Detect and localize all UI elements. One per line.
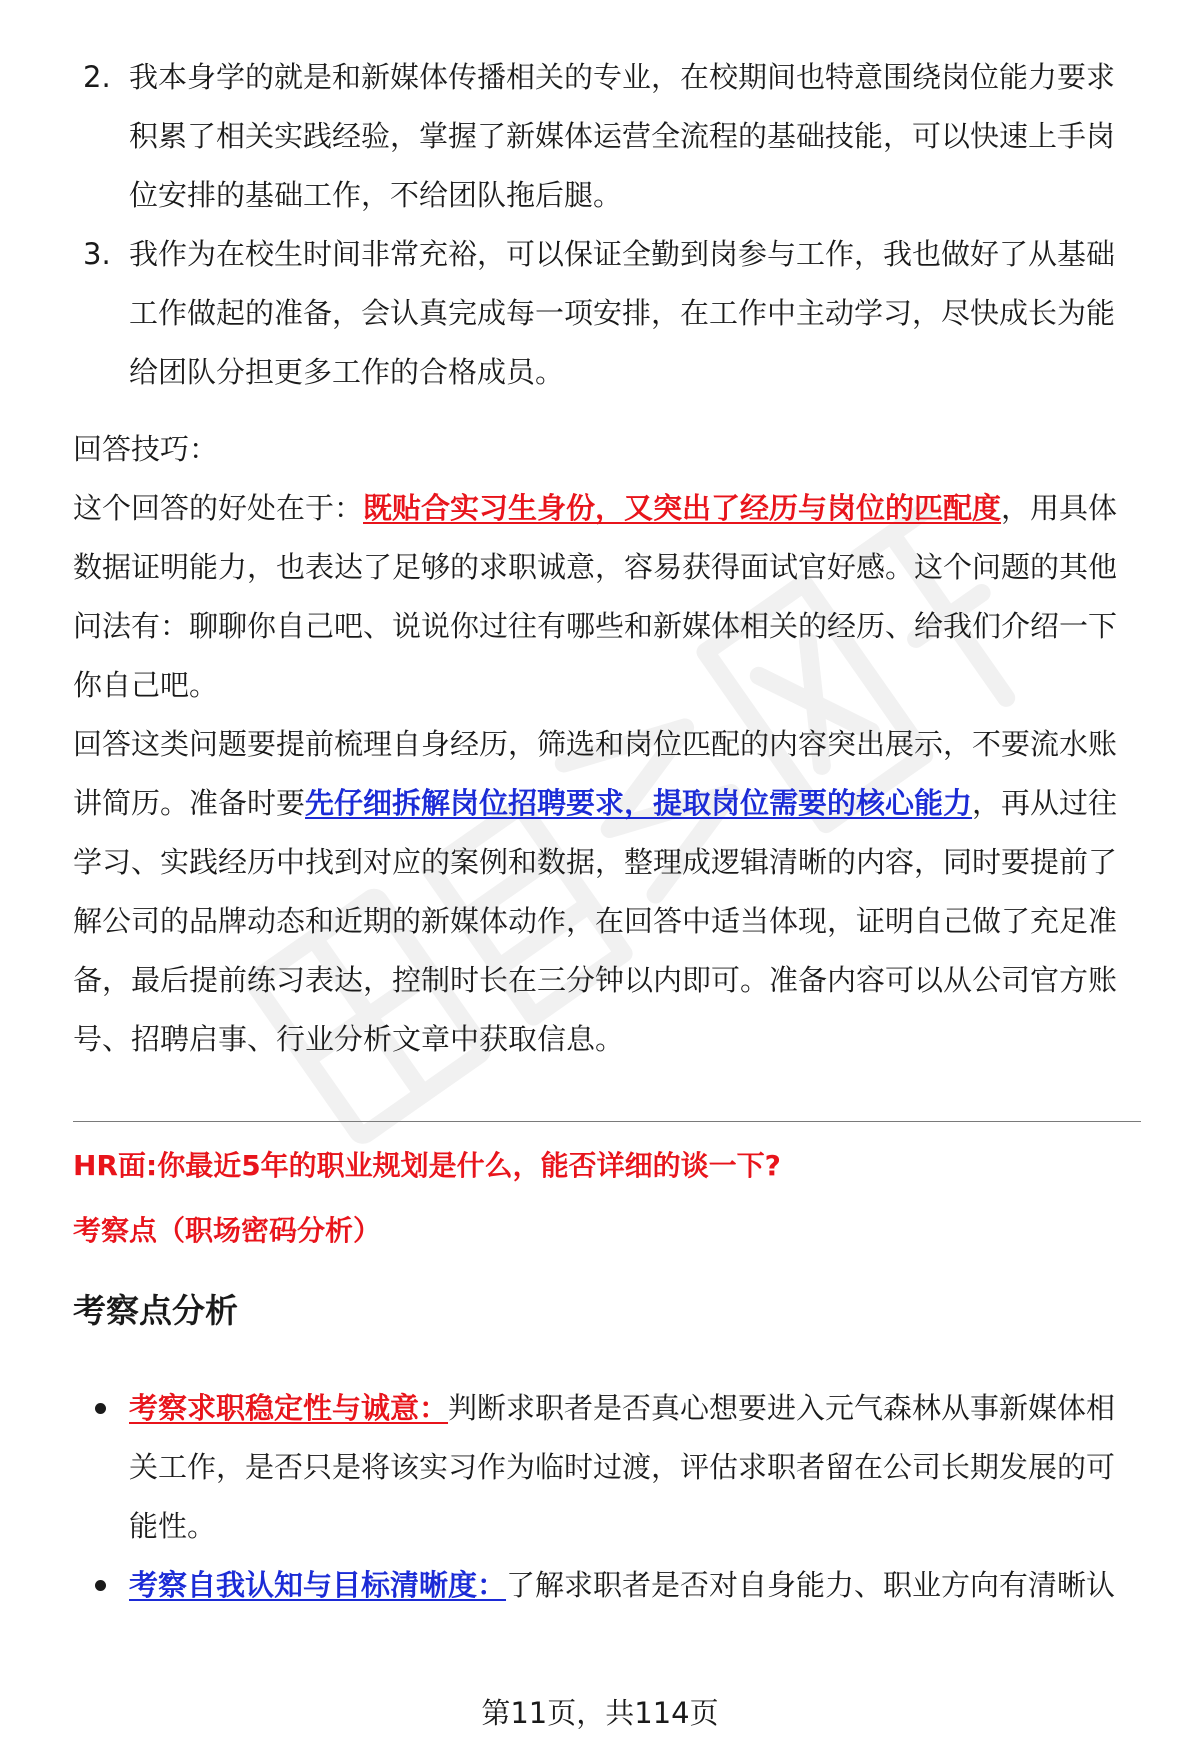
bullet-list <box>73 1379 1141 1615</box>
bullet-title: 考察求职稳定性与诚意： <box>129 1391 449 1425</box>
bullet-item <box>73 1556 1141 1615</box>
tips-label: 回答技巧： <box>73 432 219 466</box>
para1-highlight: 既贴合实习生身份，又突出了经历与岗位的匹配度 <box>363 491 1002 525</box>
para2-highlight: 先仔细拆解岗位招聘要求，提取岗位需要的核心能力 <box>305 786 973 820</box>
bullet-item <box>73 1379 1141 1556</box>
page-content <box>73 48 1141 1615</box>
hr-question: HR面:你最近5年的职业规划是什么，能否详细的谈一下? <box>73 1149 781 1182</box>
analysis-heading: 考察点分析 <box>73 1291 238 1330</box>
tips-paragraph-2 <box>73 715 1141 1069</box>
list-number: 3. <box>83 237 111 271</box>
page-footer: 第11页，共114页 <box>0 1693 1200 1733</box>
assessment-label: 考察点（职场密码分析） <box>73 1214 382 1247</box>
bullet-title: 考察自我认知与目标清晰度： <box>129 1568 507 1602</box>
bullet-dot-icon <box>95 1403 106 1414</box>
para2-after: ，再从过往学习、实践经历中找到对应的案例和数据，整理成逻辑清晰的内容，同时要提前了解公司的品牌动态和近期的新媒体动作，在回答中适当体现，证明自己做了充足准备，最后提前练习表达，控制时长在三分钟以内即可。准备内容可以从公司官方账号、招聘启事、行业分析文章中获取信息。 <box>73 786 1118 1056</box>
tips-paragraph-1 <box>73 479 1141 715</box>
list-item-text: 我作为在校生时间非常充裕，可以保证全勤到岗参与工作，我也做好了从基础工作做起的准备，会认真完成每一项安排，在工作中主动学习，尽快成长为能给团队分担更多工作的合格成员。 <box>129 237 1116 389</box>
numbered-list <box>73 48 1141 402</box>
list-item-text: 我本身学的就是和新媒体传播相关的专业，在校期间也特意围绕岗位能力要求积累了相关实践经验，掌握了新媒体运营全流程的基础技能，可以快速上手岗位安排的基础工作，不给团队拖后腿。 <box>129 60 1116 212</box>
bullet-text: 判断求职者是否真心想要进入元气森林从事新媒体相关工作，是否只是将该实习作为临时过渡，评估求职者留在公司长期发展的可能性。 <box>129 1391 1116 1543</box>
list-item <box>73 48 1141 225</box>
para1-after: ，用具体数据证明能力，也表达了足够的求职诚意，容易获得面试官好感。这个问题的其他问法有：聊聊你自己吧、说说你过往有哪些和新媒体相关的经历、给我们介绍一下你自己吧。 <box>73 491 1118 702</box>
para2-before: 回答这类问题要提前梳理自身经历，筛选和岗位匹配的内容突出展示，不要流水账讲简历。准备时要 <box>73 727 1118 820</box>
list-item <box>73 225 1141 402</box>
bullet-dot-icon <box>95 1580 106 1591</box>
list-number: 2. <box>83 60 111 94</box>
para1-before: 这个回答的好处在于： <box>73 491 364 525</box>
bullet-text: 了解求职者是否对自身能力、职业方向有清晰认 <box>506 1568 1116 1602</box>
section-divider <box>73 1121 1141 1122</box>
